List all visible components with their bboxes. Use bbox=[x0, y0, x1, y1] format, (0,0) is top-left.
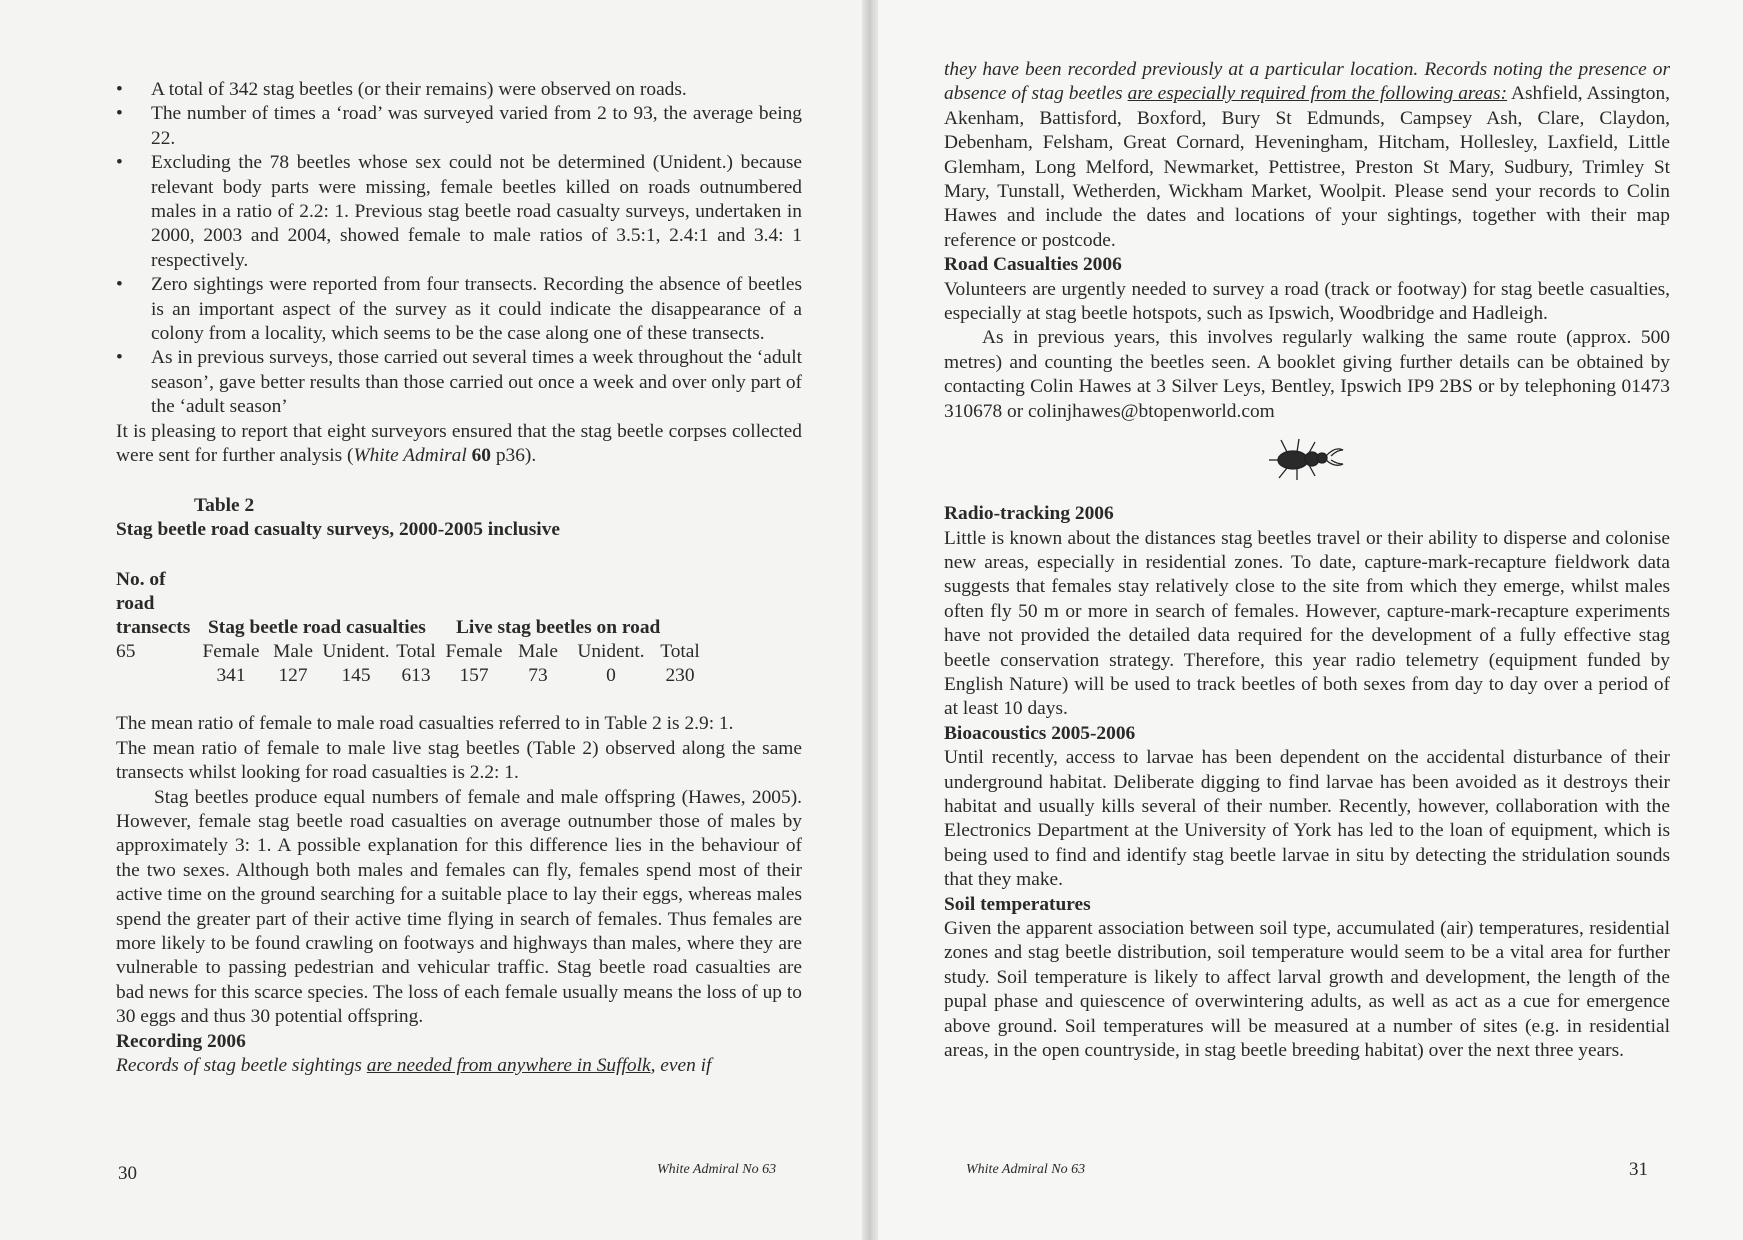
heading-soil-temperatures: Soil temperatures bbox=[944, 893, 1091, 915]
findings-item bbox=[116, 102, 802, 151]
bullet-icon: • bbox=[116, 274, 123, 296]
paragraph-ratio-casualties: The mean ratio of female to male road casualties referred to in Table 2 is 2.9: 1. bbox=[116, 713, 734, 735]
table-cell: 127 bbox=[278, 665, 308, 687]
table-cell: 0 bbox=[606, 665, 616, 687]
paragraph-road-volunteers: Volunteers are urgently needed to survey a road (track or footway) for stag beetle casualties, especially at stag beetle hotspots, such as Ipswich, Woodbridge and Hadleigh. bbox=[944, 278, 1670, 325]
stag-beetle-icon bbox=[1267, 434, 1347, 482]
areas-list: Ashfield, Assington, Akenham, Battisford, Boxford, Bury St Edmunds, Campsey Ash, Clare, Claydon, Debenham, Felsham, Great Cornard, Heveningham, Hitcham, Hollesley, Laxfield, Little Glemham, Long Melford, Newmarket, Pettistree, Preston St Mary, Sudbury, Trimley St Mary, Tunstall, Wetherden, Wickham Market, Woolpit. Please send your records to Colin Hawes and include the dates and locations of your sightings, together with their map reference or postcode. bbox=[944, 83, 1670, 251]
table-subheader: Male bbox=[518, 641, 558, 663]
heading-road-casualties-2006: Road Casualties 2006 bbox=[944, 254, 1122, 276]
paragraph-corpses bbox=[116, 420, 802, 469]
findings-list bbox=[116, 78, 802, 420]
table-caption bbox=[116, 494, 802, 543]
table-cell-transects: 65 bbox=[116, 641, 136, 663]
table-subheader: Unident. bbox=[577, 641, 645, 663]
paragraph-soil-temperatures: Given the apparent association between soil type, accumulated (air) temperatures, residential zones and stag beetle distribution, soil temperature would seem to be a vital area for further study. Soil temperature is likely to affect larval growth and development, the length of the pupal phase and quiescence of overwintering adults, as well as act as a cue for emergence above ground. Soil temperatures will be measured at a number of sites (e.g. in residential areas, in the open countryside, in stag beetle breeding habitat) over the next three years. bbox=[944, 918, 1670, 1062]
table-group-casualties: Stag beetle road casualties bbox=[208, 617, 426, 639]
italic-text: they have been recorded previously at a particular location. Records noting the presence or absence of stag beetles bbox=[944, 59, 1670, 105]
paragraph-radio-tracking: Little is known about the distances stag beetles travel or their ability to disperse and colonise new areas, especially in residential zones. To date, capture-mark-recapture fieldwork data suggests that females stay relatively close to the site from which they emerge, whilst males often fly 50 m or more in search of females. However, capture-mark-recapture experiments have not provided the detailed data required for the development of a fully effective stag beetle conservation strategy. Therefore, this year radio telemetry (equipment funded by English Nature) will be used to track beetles of both sexes from day to day over a period of at least 10 days. bbox=[944, 527, 1670, 720]
header-line: transects bbox=[116, 617, 191, 639]
table-subheader: Female bbox=[445, 641, 503, 663]
findings-item bbox=[116, 78, 802, 102]
heading-recording-2006: Recording 2006 bbox=[116, 1030, 246, 1052]
table-cell: 145 bbox=[341, 665, 371, 687]
text-span: , even if bbox=[650, 1055, 712, 1076]
paragraph-ratio-live: The mean ratio of female to male live stag beetles (Table 2) observed along the same transects whilst looking for road casualties is 2.2: 1. bbox=[116, 737, 802, 784]
text-span: It is pleasing to report that eight surveyors ensured that the stag beetle corpses collected were sent for further analysis ( bbox=[116, 420, 802, 467]
findings-text: Zero sightings were reported from four transects. Recording the absence of beetles is an important aspect of the survey as it could indicate the disappearance of a colony from a locality, which seems to be the case along one of these transects. bbox=[151, 274, 802, 345]
table-title: Stag beetle road casualty surveys, 2000-2005 inclusive bbox=[116, 518, 560, 540]
table-number: Table 2 bbox=[194, 494, 255, 516]
table-cell: 157 bbox=[459, 665, 489, 687]
text-span: Records of stag beetle sightings bbox=[116, 1055, 367, 1076]
left-page bbox=[0, 0, 868, 1240]
paragraph-bioacoustics: Until recently, access to larvae has been dependent on the accidental disturbance of their underground habitat. Deliberate digging to find larvae has been avoided as it destroys their habitat and usually kills several of their number. Recently, however, collaboration with the Electronics Department at the University of York has led to the loan of equipment, which is being used to find and identify stag beetle larvae in situ by detecting the stridulation sounds that they make. bbox=[944, 747, 1670, 891]
left-page-body bbox=[116, 78, 802, 1078]
bullet-icon: • bbox=[116, 347, 123, 369]
underlined-text: are especially required from the following areas: bbox=[1127, 83, 1508, 105]
paragraph-recording bbox=[116, 1054, 802, 1078]
table-subheader: Total bbox=[396, 641, 436, 663]
paragraph-recording-continued bbox=[944, 58, 1670, 253]
journal-footer: White Admiral No 63 bbox=[966, 1162, 1086, 1177]
table-header-transects bbox=[116, 568, 196, 640]
bullet-icon: • bbox=[116, 103, 123, 125]
page-number: 30 bbox=[118, 1163, 137, 1184]
bullet-icon: • bbox=[116, 152, 123, 174]
findings-item bbox=[116, 273, 802, 346]
header-line: road bbox=[116, 593, 155, 615]
table-subheader: Total bbox=[660, 641, 700, 663]
right-page bbox=[878, 0, 1743, 1240]
findings-item bbox=[116, 151, 802, 273]
text-span: p36). bbox=[491, 445, 537, 467]
casualty-table bbox=[116, 568, 706, 688]
table-cell: 73 bbox=[528, 665, 548, 687]
heading-bioacoustics: Bioacoustics 2005-2006 bbox=[944, 722, 1136, 744]
findings-text: Excluding the 78 beetles whose sex could not be determined (Unident.) because relevant body parts were missing, female beetles killed on roads outnumbered males in a ratio of 2.2: 1. Previous stag beetle road casualty surveys, undertaken in 2000, 2003 and 2004, showed female to male ratios of 3.5:1, 2.4:1 and 3.4: 1 respectively. bbox=[151, 152, 802, 271]
paragraph-road-method: As in previous years, this involves regularly walking the same route (approx. 500 metres) and counting the beetles seen. A booklet giving further details can be obtained by contacting Colin Hawes at 3 Silver Leys, Bentley, Ipswich IP9 2BS or by telephoning 01473 310678 or colinjhawes@btopenworld.com bbox=[944, 327, 1670, 422]
table-cell: 230 bbox=[665, 665, 695, 687]
findings-text: A total of 342 stag beetles (or their remains) were observed on roads. bbox=[151, 79, 687, 100]
table-cell: 341 bbox=[216, 665, 246, 687]
findings-text: As in previous surveys, those carried out several times a week throughout the ‘adult season’, gave better results than those carried out once a week and over only part of the ‘adult season’ bbox=[151, 347, 802, 418]
underlined-text: are needed from anywhere in Suffolk bbox=[366, 1055, 651, 1076]
page-number: 31 bbox=[1629, 1159, 1648, 1180]
journal-footer: White Admiral No 63 bbox=[657, 1162, 777, 1177]
header-line: No. of bbox=[116, 569, 166, 591]
table-subheader: Female bbox=[202, 641, 260, 663]
volume-number: 60 bbox=[471, 445, 491, 467]
bullet-icon: • bbox=[116, 79, 123, 100]
journal-reference: White Admiral bbox=[353, 445, 467, 467]
findings-text: The number of times a ‘road’ was surveyed varied from 2 to 93, the average being 22. bbox=[151, 103, 802, 149]
table-subheader: Male bbox=[273, 641, 313, 663]
table-cell: 613 bbox=[401, 665, 431, 687]
table-group-live: Live stag beetles on road bbox=[456, 617, 661, 639]
table-cell-empty bbox=[116, 664, 196, 688]
heading-radio-tracking-2006: Radio-tracking 2006 bbox=[944, 503, 1114, 525]
paragraph-offspring: Stag beetles produce equal numbers of female and male offspring (Hawes, 2005). However, female stag beetle road casualties on average outnumber those of males by approximately 3: 1. A possible explanation for this difference lies in the behaviour of the two sexes. Although both males and females can fly, females spend most of their active time on the ground searching for a suitable place to lay their eggs, whereas males spend the greater part of their active time flying in search of females. Thus females are more likely to be found crawling on footways and highways than males, where they are vulnerable to passing pedestrian and vehicular traffic. Stag beetle road casualties are bad news for this scarce species. The loss of each female usually means the loss of up to 30 eggs and thus 30 potential offspring. bbox=[116, 786, 802, 1028]
right-page-body bbox=[944, 58, 1670, 1063]
findings-item bbox=[116, 346, 802, 419]
table-subheader: Unident. bbox=[322, 641, 390, 663]
